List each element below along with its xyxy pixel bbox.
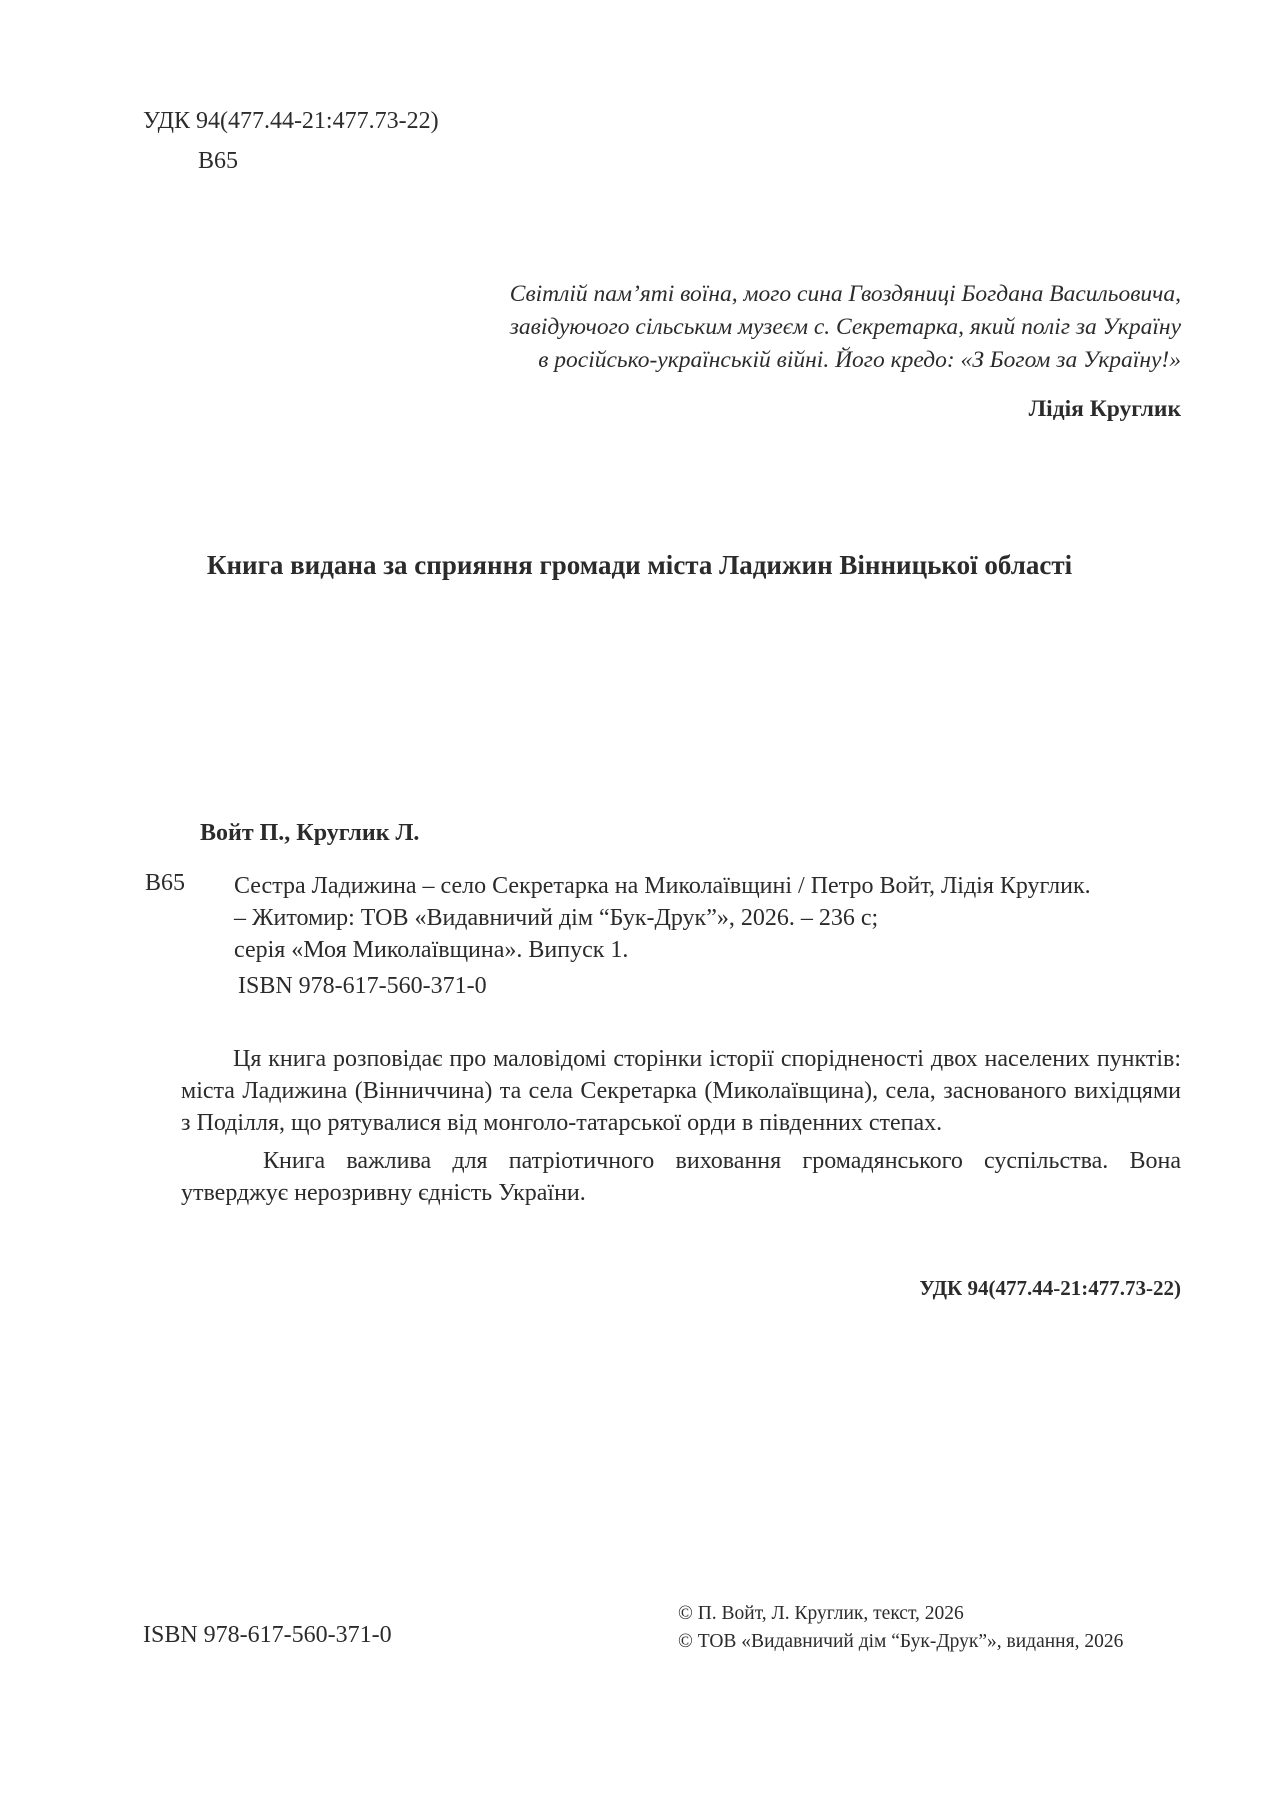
dedication-line: Світлій пам’яті воїна, мого сина Гвоздяниці Богдана Васильовича, <box>509 281 1181 307</box>
copyright-block <box>678 1600 1123 1656</box>
isbn-footer: ISBN 978-617-560-371-0 <box>143 1622 392 1648</box>
annotation-paragraph: Ця книга розповідає про маловідомі сторінки історії спорідненості двох населених пунктів: міста Ладижина (Вінниччина) та села Секретарка (Миколаївщина), села, заснованого вихідцями з Поділля, що рятувалися від монголо-татарської орди в південних степах. <box>181 1046 1181 1136</box>
dedication-author: Лідія Круглик <box>1028 396 1181 422</box>
bibliography-line: – Житомир: ТОВ «Видавничий дім “Бук-Друк”», 2026. – 236 с; <box>234 905 879 931</box>
dedication-line: в російсько-українській війні. Його кредо: «З Богом за Україну!» <box>538 347 1181 373</box>
bibliography-authors: Войт П., Круглик Л. <box>200 820 420 846</box>
udk-header: УДК 94(477.44-21:477.73-22) <box>143 108 439 134</box>
copyright-line: © ТОВ «Видавничий дім “Бук-Друк”», видання, 2026 <box>678 1631 1124 1652</box>
bibliography-isbn: ISBN 978-617-560-371-0 <box>238 973 487 999</box>
dedication-line: завідуючого сільським музеєм с. Секретарка, який поліг за Україну <box>509 314 1181 340</box>
bibliography-line: серія «Моя Миколаївщина». Випуск 1. <box>234 937 629 963</box>
dedication <box>331 278 1181 377</box>
bibliography-code: В65 <box>145 870 186 896</box>
sponsor-note: Книга видана за сприяння громади міста Ладижин Вінницької області <box>206 550 1073 580</box>
annotation <box>181 1043 1181 1209</box>
annotation-paragraph: Книга важлива для патріотичного виховання громадянського суспільства. Вона утверджує нерозривну єдність України. <box>181 1148 1181 1206</box>
bibliography-line: Сестра Ладижина – село Секретарка на Миколаївщині / Петро Войт, Лідія Круглик. <box>234 873 1091 899</box>
udk-annotation: УДК 94(477.44-21:477.73-22) <box>919 1276 1181 1300</box>
copyright-line: © П. Войт, Л. Круглик, текст, 2026 <box>678 1603 964 1624</box>
author-code-header: В65 <box>198 148 239 174</box>
bibliography-entry <box>234 870 1091 1002</box>
